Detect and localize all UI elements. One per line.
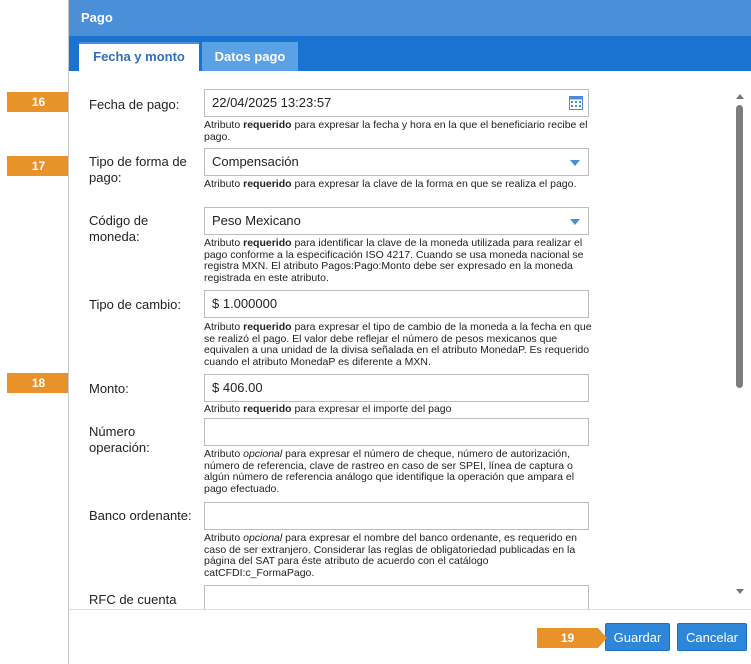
field-label-monto: Monto: <box>89 381 129 396</box>
callout-marker-19 <box>537 628 607 648</box>
moneda-value: Peso Mexicano <box>212 213 301 228</box>
vertical-scrollbar[interactable] <box>732 89 750 601</box>
field-label-rfc-cuenta: RFC de cuenta <box>89 592 177 607</box>
help-forma-pago: Atributo requerido para expresar la clave de la forma en que se realiza el pago. <box>204 178 577 190</box>
calendar-icon[interactable] <box>569 96 583 110</box>
fecha-pago-input[interactable] <box>204 89 589 117</box>
scrollbar-thumb[interactable] <box>736 105 743 388</box>
help-moneda: Atributo requerido para identificar la clave de la moneda utilizada para realizar el pago conforme a la especificación ISO 4217. Cuando se usa moneda nacional se registra MXN. El atributo Pagos:Pago:Monto debe ser expresado en la moneda registrada en este atributo. <box>204 237 584 284</box>
callout-number: 18 <box>7 373 70 393</box>
save-button[interactable]: Guardar <box>605 623 670 651</box>
monto-value: $ 406.00 <box>212 380 263 395</box>
callout-number: 16 <box>7 92 70 112</box>
help-monto: Atributo requerido para expresar el importe del pago <box>204 403 452 415</box>
field-label-moneda: Código de moneda: <box>89 213 149 244</box>
field-label-fecha-pago: Fecha de pago: <box>89 97 180 112</box>
chevron-down-icon[interactable] <box>570 160 580 166</box>
dialog-titlebar <box>69 0 751 36</box>
field-label-numero-operacion: Número operación: <box>89 424 150 455</box>
payment-dialog <box>68 0 751 664</box>
help-numero-operacion: Atributo opcional para expresar el número de cheque, número de autorización, número de referencia, clave de rastreo en caso de ser SPEI, línea de captura o algún número de referencia análogo que identifique la operación que ampara el pago efectuado. <box>204 448 575 495</box>
tab-bar <box>69 36 751 71</box>
monto-input[interactable] <box>204 374 589 402</box>
help-banco-ordenante: Atributo opcional para expresar el nombre del banco ordenante, es requerido en caso de ser extranjero. Considerar las reglas de obligatoriedad publicadas en la página del SAT para éste atributo de acuerdo con el catálogo catCFDI:c_FormaPago. <box>204 532 578 579</box>
callout-number: 17 <box>7 156 70 176</box>
tab-datos-pago[interactable]: Datos pago <box>202 42 298 71</box>
scroll-up-icon[interactable] <box>736 94 744 99</box>
footer-divider <box>69 609 751 610</box>
callout-number: 19 <box>537 628 598 648</box>
numero-operacion-input[interactable] <box>204 418 589 446</box>
field-label-forma-pago: Tipo de forma de pago: <box>89 154 187 185</box>
dialog-title: Pago <box>81 10 113 25</box>
tab-fecha-y-monto[interactable]: Fecha y monto <box>79 42 199 71</box>
scroll-down-icon[interactable] <box>736 589 744 594</box>
field-label-banco-ordenante: Banco ordenante: <box>89 508 192 523</box>
banco-ordenante-input[interactable] <box>204 502 589 530</box>
rfc-cuenta-input[interactable] <box>204 585 589 609</box>
forma-pago-select[interactable] <box>204 148 589 176</box>
field-label-tipo-cambio: Tipo de cambio: <box>89 297 182 312</box>
help-tipo-cambio: Atributo requerido para expresar el tipo de cambio de la moneda a la fecha en que se realizó el pago. El valor debe reflejar el número de pesos mexicanos que equivalen a una unidad de la divisa señalada en el atributo MonedaP. Es requerido cuando el atributo MonedaP es diferente a MXN. <box>204 321 592 368</box>
fecha-pago-value: 22/04/2025 13:23:57 <box>212 95 332 110</box>
chevron-down-icon[interactable] <box>570 219 580 225</box>
tipo-cambio-input[interactable] <box>204 290 589 318</box>
moneda-select[interactable] <box>204 207 589 235</box>
help-fecha-pago: Atributo requerido para expresar la fecha y hora en la que el beneficiario recibe el pago. <box>204 119 588 143</box>
forma-pago-value: Compensación <box>212 154 299 169</box>
tipo-cambio-value: $ 1.000000 <box>212 296 278 311</box>
cancel-button[interactable]: Cancelar <box>677 623 747 651</box>
form-content <box>69 71 751 609</box>
